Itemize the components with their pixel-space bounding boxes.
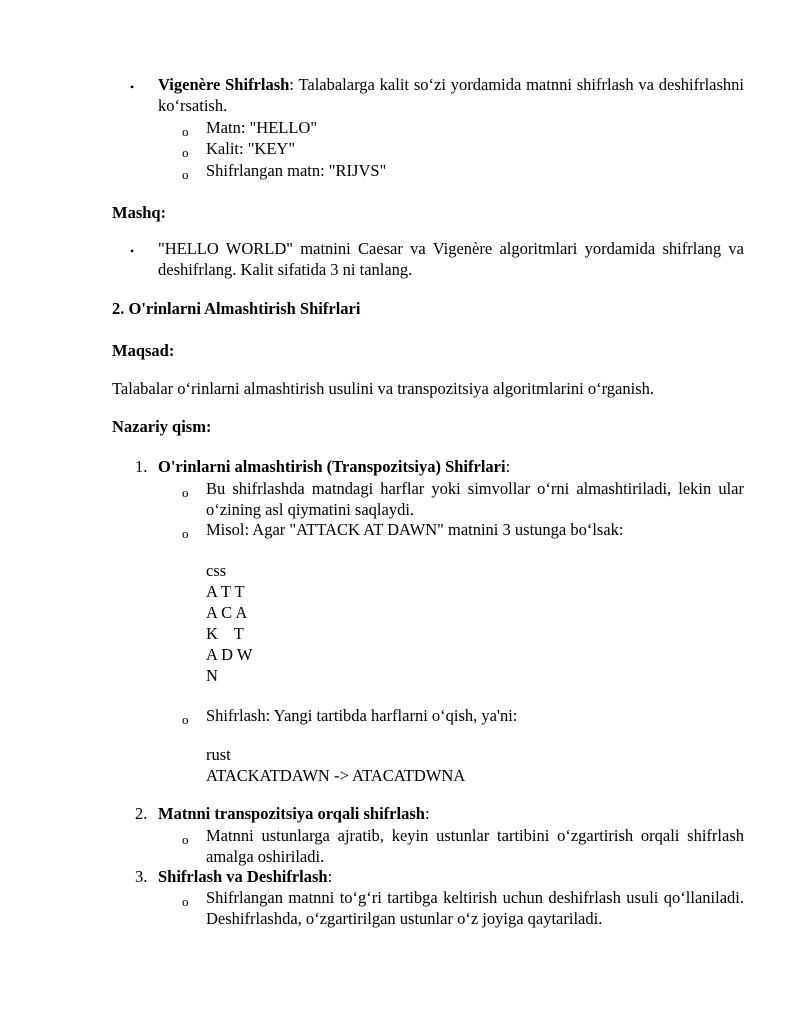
item1-sub2: Misol: Agar "ATTACK AT DAWN" matnini 3 ustunga bo‘lsak: [206, 520, 624, 539]
sub-bullet: o [182, 526, 189, 541]
item2-title-line [158, 803, 430, 824]
sub-bullet: o [182, 712, 189, 727]
sub-bullet: o [182, 894, 189, 909]
vigenere-item-cipher: Shifrlangan matn: "RIJVS" [206, 161, 387, 180]
colon: : [327, 867, 333, 886]
item1-title: O'rinlarni almashtirish (Transpozitsiya) Shifrlari [158, 457, 506, 476]
code-line: A D W [206, 645, 253, 664]
code-lang-label: css [206, 561, 227, 580]
item3-sub1: Shifrlangan matnni to‘g‘ri tartibga keltirish uchun deshifrlash usuli qo‘llaniladi. Deshifrlashda, o‘zgartirilgan ustunlar o‘z joyiga qaytariladi. [206, 888, 744, 928]
item3-title: Shifrlash va Deshifrlash [158, 867, 328, 886]
mashq-heading: Mashq: [112, 203, 167, 222]
list-number: 1. [135, 457, 148, 476]
vigenere-desc: Talabalarga kalit so‘zi yordamida matnni shifrlash va deshifrlashni ko‘rsatish. [158, 75, 745, 115]
mashq-text: "HELLO WORLD" matnini Caesar va Vigenère algoritmlari yordamida shifrlang va deshifrlang. Kalit sifatida 3 ni tanlang. [158, 239, 744, 279]
code-line: A T T [206, 582, 245, 601]
bullet: • [130, 244, 135, 258]
sub-bullet: o [182, 124, 189, 139]
item1-sub1: Bu shifrlashda matndagi harflar yoki simvollar o‘rni almashtiriladi, lekin ular o‘zining asl qiymatini saqlaydi. [206, 479, 744, 519]
list-number: 2. [135, 804, 148, 823]
code-line: A C A [206, 603, 248, 622]
vigenere-paragraph [158, 74, 744, 116]
vigenere-item-kalit: Kalit: "KEY" [206, 139, 296, 158]
maqsad-text: Talabalar o‘rinlarni almashtirish usulini va transpozitsiya algoritmlarini o‘rganish. [112, 379, 654, 398]
code-line: N [206, 666, 218, 685]
bullet: • [130, 80, 135, 94]
colon: : [424, 804, 430, 823]
item2-sub1: Matnni ustunlarga ajratib, keyin ustunlar tartibini o‘zgartirish orqali shifrlash amalga oshiriladi. [206, 826, 744, 866]
maqsad-heading: Maqsad: [112, 341, 175, 360]
vigenere-item-matn: Matn: "HELLO" [206, 118, 318, 137]
sub-bullet: o [182, 145, 189, 160]
item2-title: Matnni transpozitsiya orqali shifrlash [158, 804, 425, 823]
colon: : [289, 75, 294, 94]
code-line: K T [206, 624, 244, 643]
item1-title-line [158, 456, 510, 477]
nazariy-heading: Nazariy qism: [112, 417, 212, 436]
section-heading: 2. O'rinlarni Almashtirish Shifrlari [112, 299, 361, 318]
code-lang-label: rust [206, 745, 231, 764]
sub-bullet: o [182, 167, 189, 182]
item3-title-line [158, 866, 332, 887]
sub-bullet: o [182, 832, 189, 847]
code-line: ATACKATDAWN -> ATACATDWNA [206, 766, 466, 785]
list-number: 3. [135, 867, 148, 886]
sub-bullet: o [182, 485, 189, 500]
colon: : [505, 457, 511, 476]
vigenere-title: Vigenère Shifrlash [158, 75, 290, 94]
item1-sub3: Shifrlash: Yangi tartibda harflarni o‘qish, ya'ni: [206, 706, 518, 725]
